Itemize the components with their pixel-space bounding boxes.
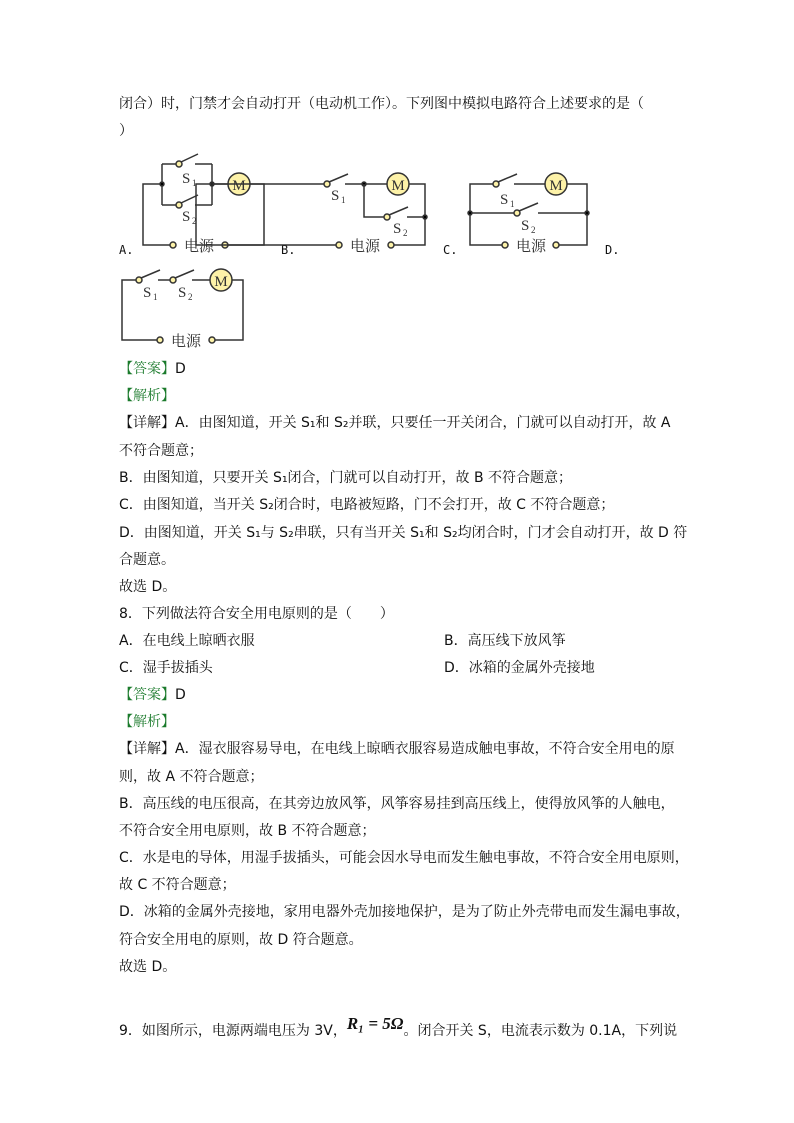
q8-detail-line: 故 C 不符合题意；	[119, 877, 236, 893]
q7-stem-line2: ）	[119, 123, 133, 139]
q7-answer: 【答案】D	[119, 361, 186, 377]
q7-detail-line: D．由图知道，开关 S₁与 S₂串联，只有当开关 S₁和 S₂均闭合时，门才会自动打开，故 D 符	[119, 525, 688, 541]
svg-text:S: S	[521, 218, 530, 234]
svg-text:M: M	[214, 274, 228, 290]
svg-text:S: S	[500, 192, 509, 208]
svg-text:2: 2	[403, 228, 408, 238]
s1-sub: 1	[192, 178, 197, 188]
svg-text:S: S	[393, 221, 402, 237]
q8-option-c: C．湿手拔插头	[119, 660, 213, 676]
q7-detail-line: C．由图知道，当开关 S₂闭合时，电路被短路，门不会打开，故 C 不符合题意；	[119, 497, 615, 513]
q9-formula: R₁ = 5Ω	[346, 1014, 404, 1033]
svg-text:S: S	[143, 285, 152, 301]
svg-text:M: M	[549, 178, 563, 194]
q8-detail-line: 符合安全用电的原则，故 D 符合题意。	[119, 932, 363, 948]
option-c-label: C.	[443, 243, 458, 257]
q8-stem: 8．下列做法符合安全用电原则的是（ ）	[119, 606, 394, 622]
q7-conclusion: 故选 D。	[119, 579, 177, 595]
option-d-label: D.	[605, 243, 620, 257]
s1-label: S	[182, 171, 191, 187]
svg-text:1: 1	[341, 195, 346, 205]
q9-stem: 9．如图所示，电源两端电压为 3V，R₁ = 5Ω。闭合开关 S，电流表示数为 0.1A，下列说	[119, 1014, 678, 1039]
option-a-label: A.	[119, 243, 134, 257]
svg-text:M: M	[391, 178, 405, 194]
q8-detail-line: 则，故 A 不符合题意；	[119, 769, 264, 785]
q7-analysis-heading: 【解析】	[119, 388, 175, 404]
q8-option-d: D．冰箱的金属外壳接地	[444, 660, 595, 676]
q8-analysis-heading: 【解析】	[119, 714, 175, 730]
q8-detail-line: D．冰箱的金属外壳接地，家用电器外壳加接地保护，是为了防止外壳带电而发生漏电事故，	[119, 904, 690, 920]
svg-text:1: 1	[153, 292, 158, 302]
q8-option-a: A．在电线上晾晒衣服	[119, 633, 255, 649]
q8-option-b: B．高压线下放风筝	[444, 633, 566, 649]
q7-stem-line1: 闭合）时，门禁才会自动打开（电动机工作）。下列图中模拟电路符合上述要求的是（	[119, 96, 644, 112]
q7-detail-line: 合题意。	[119, 552, 175, 568]
s2-sub: 2	[192, 216, 197, 226]
svg-text:1: 1	[510, 199, 515, 209]
q8-detail-line: B．高压线的电压很高，在其旁边放风筝，风筝容易挂到高压线上，使得放风筝的人触电，	[119, 796, 675, 812]
circuit-diagrams	[0, 0, 794, 360]
svg-text:2: 2	[188, 292, 193, 302]
q7-detail-line: 不符合题意；	[119, 443, 203, 459]
svg-text:S: S	[178, 285, 187, 301]
s2-label: S	[182, 209, 191, 225]
power-source-label: 电源	[183, 237, 215, 255]
circuit-c	[468, 173, 589, 255]
circuit-a	[143, 154, 264, 255]
circuit-d	[122, 269, 243, 350]
q8-detail-line: 不符合安全用电原则，故 B 不符合题意；	[119, 823, 376, 839]
q8-detail-line: 【详解】A．湿衣服容易导电，在电线上晾晒衣服容易造成触电事故，不符合安全用电的原	[119, 741, 675, 757]
svg-text:电源: 电源	[515, 237, 547, 255]
q8-conclusion: 故选 D。	[119, 959, 177, 975]
svg-text:电源: 电源	[349, 237, 381, 255]
svg-text:2: 2	[531, 225, 536, 235]
q7-detail-line: 【详解】A．由图知道，开关 S₁和 S₂并联，只要任一开关闭合，门就可以自动打开，故 A	[119, 415, 671, 431]
option-b-label: B.	[281, 243, 296, 257]
motor-label: M	[232, 178, 246, 194]
q7-detail-line: B．由图知道，只要开关 S₁闭合，门就可以自动打开，故 B 不符合题意；	[119, 470, 573, 486]
svg-text:S: S	[331, 188, 340, 204]
q8-answer: 【答案】D	[119, 687, 186, 703]
svg-text:电源: 电源	[170, 332, 202, 350]
q8-detail-line: C．水是电的导体，用湿手拔插头，可能会因水导电而发生触电事故，不符合安全用电原则，	[119, 850, 689, 866]
